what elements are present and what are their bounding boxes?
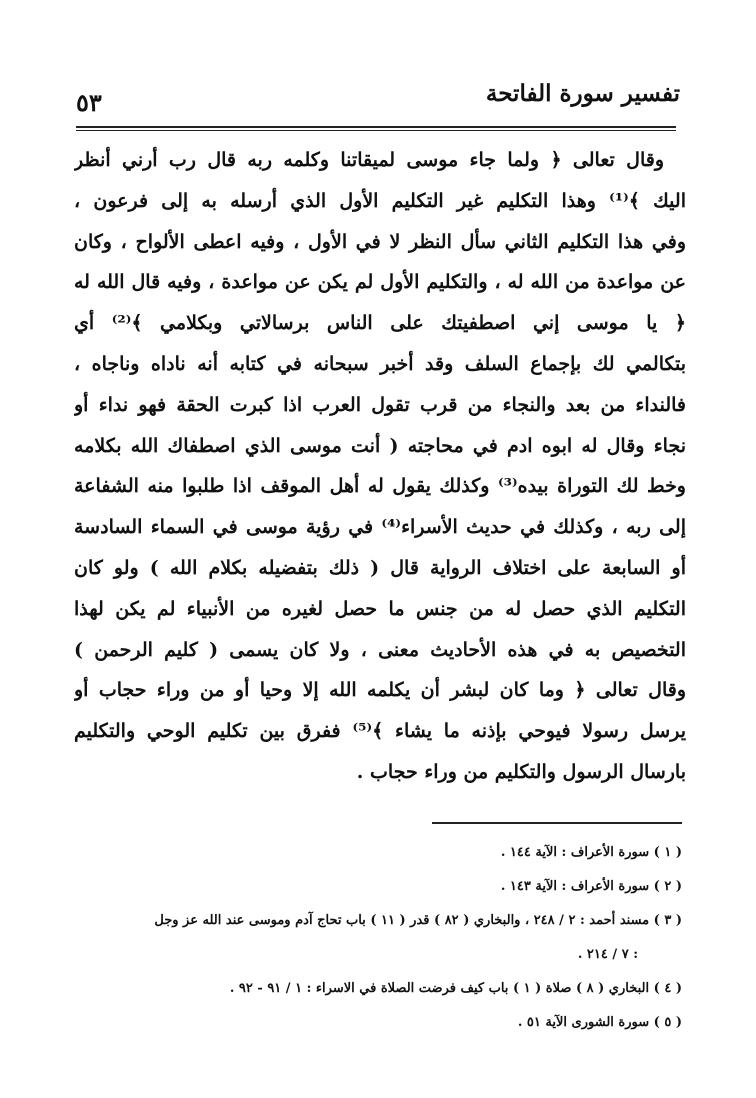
footnote: ( ٥ ) سورة الشورى الآية ٥١ . bbox=[517, 1015, 682, 1030]
text-line: التخصيص به في هذه الأحاديث معنى ، ولا كان يسمى ( كليم الرحمن ) bbox=[74, 638, 686, 661]
text-line: وفي هذا التكليم الثاني سأل النظر لا في الأول ، وفيه اعطى الألواح ، وكان bbox=[74, 230, 686, 253]
header-rule-thin bbox=[76, 130, 676, 131]
text-line: بارسال الرسول والتكليم من وراء حجاب . bbox=[356, 760, 686, 783]
footnote: ( ٢ ) سورة الأعراف : الآية ١٤٣ . bbox=[500, 879, 682, 894]
text-line: التكليم الذي حصل له من جنس ما حصل لغيره من الأنبياء لم يكن لهذا bbox=[74, 597, 686, 620]
header-rule bbox=[76, 126, 676, 128]
text-line: فالنداء من بعد والنجاء من قرب تقول العرب اذا كبرت الحقة فهو نداء أو bbox=[74, 393, 686, 416]
footnote-continuation: : ٧ / ٢١٤ . bbox=[577, 947, 638, 962]
text-line: نجاء وقال له ابوه ادم في محاجته ( أنت موسى الذي اصطفاك الله بكلامه bbox=[74, 434, 686, 457]
text-line: وقال تعالى ﴿ وما كان لبشر أن يكلمه الله إلا وحيا أو من وراء حجاب أو bbox=[74, 679, 686, 702]
page-header bbox=[76, 72, 680, 116]
text-line: ﴿ يا موسى إني اصطفيتك على الناس برسالاتي وبكلامي ﴾⁽²⁾ أي bbox=[74, 312, 686, 335]
footnote: ( ٤ ) البخاري ( ٨ ) صلاة ( ١ ) باب كيف فرضت الصلاة في الاسراء : ١ / ٩١ - ٩٢ . bbox=[229, 981, 682, 996]
running-title: تفسير سورة الفاتحة bbox=[485, 80, 680, 107]
text-line: اليك ﴾⁽¹⁾ وهذا التكليم غير التكليم الأول الذي أرسله به إلى فرعون ، bbox=[74, 189, 686, 212]
footnote-separator bbox=[432, 822, 682, 824]
footnotes bbox=[70, 836, 682, 1040]
text-line: بتكالمي لك بإجماع السلف وقد أخبر سبحانه في كتابه أنه ناداه وناجاه ، bbox=[74, 352, 686, 375]
text-line: وخط لك التوراة بيده⁽³⁾ وكذلك يقول له أهل الموقف اذا طلبوا منه الشفاعة bbox=[74, 475, 686, 498]
footnote: ( ١ ) سورة الأعراف : الآية ١٤٤ . bbox=[500, 845, 682, 860]
page-number: ٥٣ bbox=[76, 88, 102, 117]
text-line: عن مواعدة من الله له ، والتكليم الأول لم يكن عن مواعدة ، وفيه قال الله له bbox=[74, 271, 686, 294]
text-line: وقال تعالى ﴿ ولما جاء موسى لميقاتنا وكلمه ربه قال رب أرني أنظر bbox=[74, 149, 664, 171]
text-line: إلى ربه ، وكذلك في حديث الأسراء⁽⁴⁾ في رؤية موسى في السماء السادسة bbox=[74, 516, 686, 539]
text-line: أو السابعة على اختلاف الرواية قال ( ذلك بتفضيله بكلام الله ) ولو كان bbox=[74, 556, 686, 579]
main-text bbox=[74, 140, 686, 793]
text-line: يرسل رسولا فيوحي بإذنه ما يشاء ﴾⁽⁵⁾ ففرق بين تكليم الوحي والتكليم bbox=[74, 720, 686, 743]
footnote: ( ٣ ) مسند أحمد : ٢ / ٢٤٨ ، والبخاري ( ٨٢ ) قدر ( ١١ ) باب تحاج آدم وموسى عند الله عز وجل bbox=[154, 913, 682, 928]
